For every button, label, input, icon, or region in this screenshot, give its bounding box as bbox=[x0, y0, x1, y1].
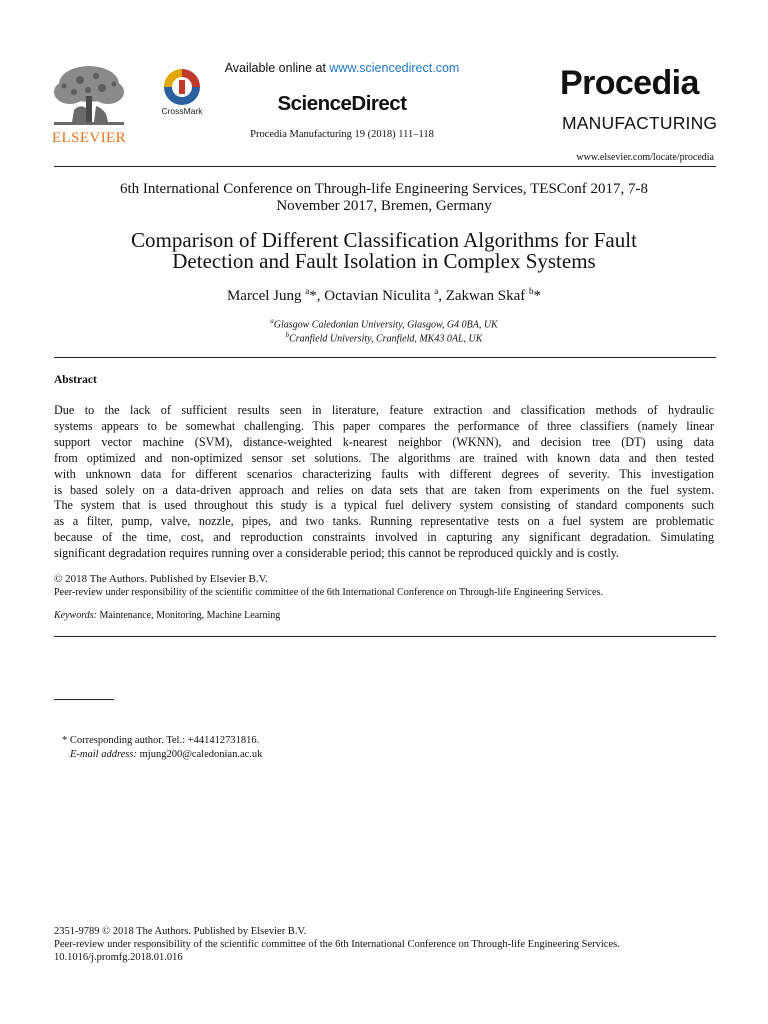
abstract-body bbox=[54, 403, 714, 562]
crossmark-label: CrossMark bbox=[161, 106, 203, 116]
abstract-bottom-divider bbox=[54, 636, 716, 637]
keywords bbox=[54, 610, 280, 621]
title-line-1: Comparison of Different Classification Algorithms for Fault bbox=[131, 228, 637, 252]
author-name: Octavian Niculita bbox=[324, 288, 435, 304]
footer-peer-review: Peer-review under responsibility of the scientific committee of the 6th International Conference on Through-life Engineering Services. bbox=[54, 939, 620, 950]
elsevier-logo[interactable] bbox=[50, 62, 128, 148]
affiliation-text: Cranfield University, Cranfield, MK43 0AL, UK bbox=[289, 333, 483, 345]
affiliation-text: Glasgow Caledonian University, Glasgow, G4 0BA, UK bbox=[273, 319, 498, 331]
sciencedirect-logo[interactable]: ScienceDirect bbox=[277, 92, 407, 115]
abstract-line: support vector machine (SVM), distance-weighted k-nearest neighbor (WKNN), and decision tree (DT) using data bbox=[54, 434, 714, 449]
corresponding-author-note: * Corresponding author. Tel.: +441412731816. bbox=[62, 735, 260, 746]
conference-info bbox=[60, 181, 708, 214]
copyright-notice: © 2018 The Authors. Published by Elsevier B.V. bbox=[54, 573, 268, 585]
crossmark-icon bbox=[158, 68, 206, 108]
affiliation-b bbox=[60, 331, 708, 344]
affiliation-mark: b bbox=[285, 331, 290, 339]
abstract-line: Due to the lack of sufficient results seen in literature, feature extraction and classification methods of hydraulic bbox=[54, 403, 714, 417]
abstract-heading: Abstract bbox=[54, 374, 97, 386]
author-affiliation-mark: a bbox=[434, 286, 439, 296]
journal-citation: Procedia Manufacturing 19 (2018) 111–118 bbox=[250, 129, 434, 140]
paper-title bbox=[60, 230, 708, 272]
author-name: Zakwan Skaf bbox=[445, 288, 530, 304]
author-separator: * bbox=[533, 288, 542, 304]
keywords-list: Maintenance, Monitoring, Machine Learning bbox=[96, 610, 281, 621]
abstract-line: is based solely on a data-driven approach and relies on data sets that are taken from experiments on the fuel system. bbox=[54, 482, 714, 497]
author-list bbox=[60, 286, 708, 305]
email-label: E-mail address: bbox=[70, 749, 137, 760]
affiliation-mark: a bbox=[270, 317, 274, 325]
crossmark-badge[interactable] bbox=[158, 68, 206, 120]
abstract-top-divider bbox=[54, 357, 716, 358]
affiliation-a bbox=[60, 317, 708, 330]
available-prefix: Available online at bbox=[224, 61, 330, 75]
procedia-manufacturing-logo[interactable] bbox=[556, 64, 718, 142]
peer-review-notice: Peer-review under responsibility of the scientific committee of the 6th International Conference on Through-life Engineering Services. bbox=[54, 587, 603, 598]
issn-line: 2351-9789 © 2018 The Authors. Published by Elsevier B.V. bbox=[54, 926, 307, 937]
abstract-line: significant degradation requires running over a considerable period; this cannot be reproduced quickly and is costly. bbox=[54, 546, 620, 561]
available-online-line bbox=[200, 61, 484, 75]
elsevier-wordmark: ELSEVIER bbox=[51, 130, 127, 146]
procedia-subtitle: MANUFACTURING bbox=[562, 113, 718, 133]
keywords-label: Keywords: bbox=[54, 610, 97, 621]
title-line-2: Detection and Fault Isolation in Complex Systems bbox=[172, 249, 596, 273]
abstract-line: from optimized and non-optimized sensor set solutions. The algorithms are trained with known data and then tested bbox=[54, 450, 714, 465]
email-note bbox=[70, 749, 262, 760]
author-separator: *, bbox=[309, 288, 325, 304]
author-name: Marcel Jung bbox=[226, 288, 306, 304]
sciencedirect-link[interactable]: www.sciencedirect.com bbox=[329, 61, 460, 75]
procedia-name: Procedia bbox=[560, 64, 699, 102]
footnote-rule bbox=[54, 699, 114, 700]
header-divider bbox=[54, 166, 716, 167]
elsevier-tree-icon bbox=[50, 62, 128, 128]
conference-line-1: 6th International Conference on Through-life Engineering Services, TESConf 2017, 7-8 bbox=[119, 181, 649, 197]
abstract-line: The system that is used throughout this study is a typical fuel delivery system consisting of standard components such bbox=[54, 498, 714, 513]
abstract-line: because of the time, cost, and reproduction constraints involved in capturing any significant degradation. Simulating bbox=[54, 530, 714, 545]
abstract-line: with unknown data for different scenarios characterizing faults with different degrees of severity. This investigation bbox=[54, 466, 714, 481]
author-affiliation-mark: a bbox=[305, 286, 310, 296]
abstract-line: systems appears to be somewhat challenging. This paper compares the performance of three classifiers (namely linear bbox=[54, 418, 714, 433]
doi-link[interactable]: 10.1016/j.promfg.2018.01.016 bbox=[54, 952, 183, 963]
abstract-line: as a filter, pump, valve, nozzle, pipes, and two tanks. Running representative tests on a fuel system are problematic bbox=[54, 514, 714, 529]
journal-url[interactable]: www.elsevier.com/locate/procedia bbox=[576, 152, 714, 163]
author-separator: , bbox=[438, 288, 446, 304]
author-affiliation-mark: b bbox=[529, 286, 534, 296]
email-address[interactable]: mjung200@caledonian.ac.uk bbox=[136, 749, 263, 760]
conference-line-2: November 2017, Bremen, Germany bbox=[276, 197, 492, 214]
